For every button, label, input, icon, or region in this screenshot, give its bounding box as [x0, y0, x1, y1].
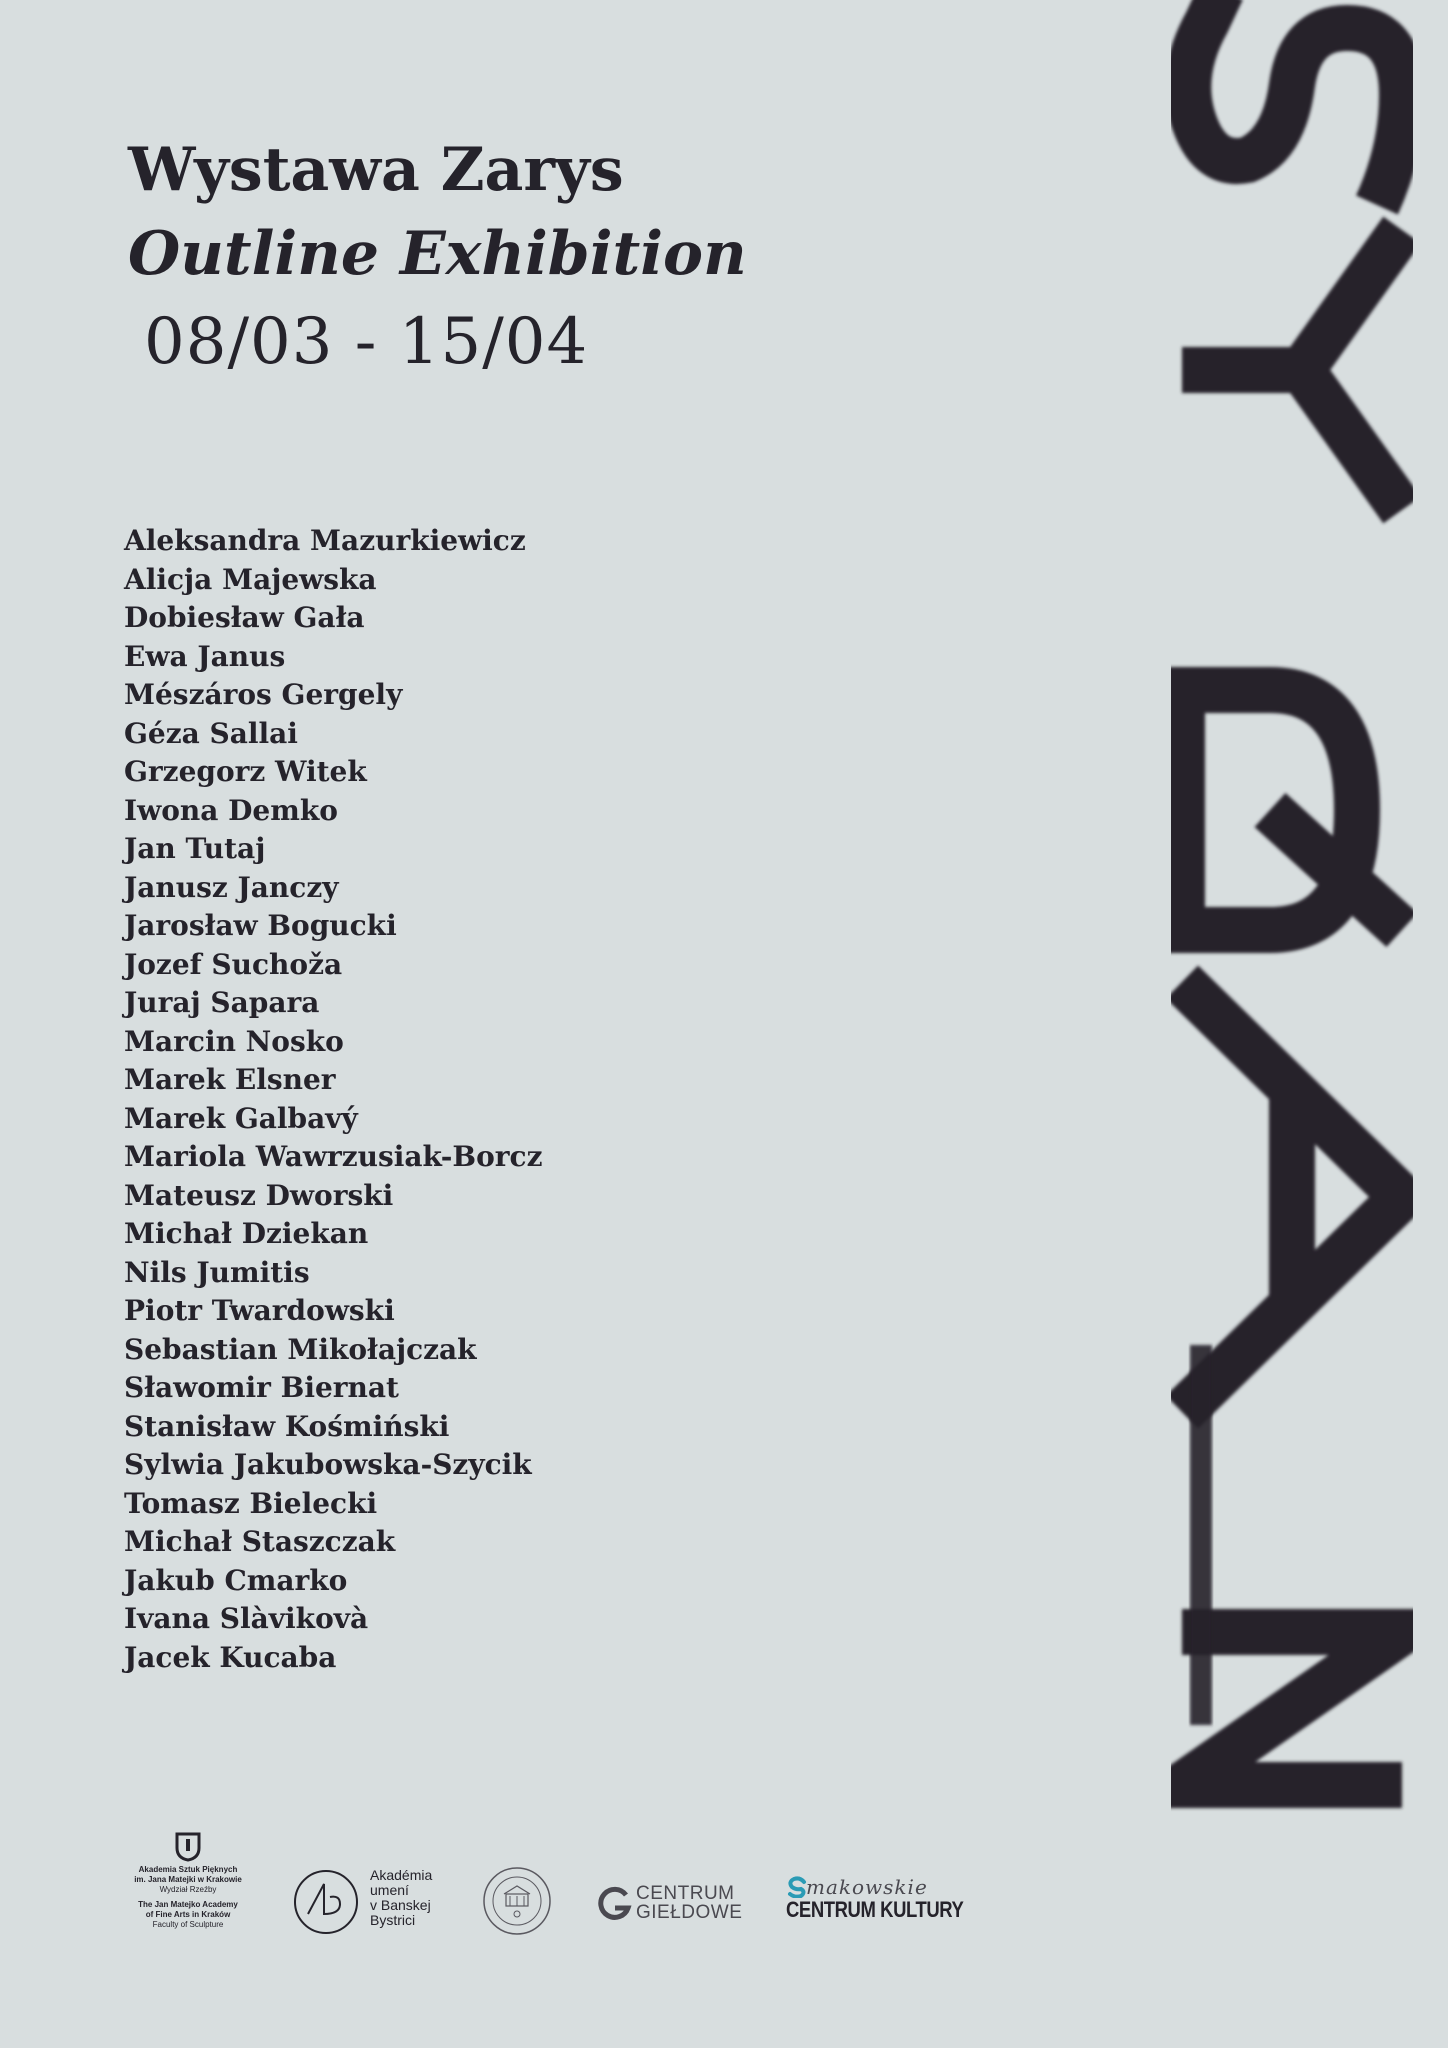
asp-line: Faculty of Sculpture	[152, 1920, 224, 1929]
cg-line: CENTRUM	[636, 1883, 735, 1904]
letter-z-shape	[1182, 1632, 1402, 1785]
artist-name: Jozef Suchoža	[124, 947, 343, 981]
artist-name: Janusz Janczy	[124, 870, 339, 904]
g-letter-icon	[598, 1886, 632, 1922]
exhibition-dates: 08/03 - 15/04	[144, 305, 589, 379]
zarys-lettering	[1152, 0, 1448, 2048]
asp-line: Wydział Rzeźby	[159, 1885, 217, 1894]
artist-name: Juraj Sapara	[124, 986, 320, 1019]
artist-name: Mészáros Gergely	[124, 678, 403, 711]
artist-name: Tomasz Bielecki	[124, 1486, 378, 1520]
ck-script: makowskie	[806, 1875, 928, 1899]
sponsor-logos	[120, 1832, 964, 1982]
artist-name: Nils Jumitis	[124, 1255, 310, 1289]
artist-name: Grzegorz Witek	[124, 755, 367, 788]
au-monogram-icon	[292, 1868, 360, 1936]
artist-name: Sławomir Biernat	[124, 1371, 399, 1404]
seal-icon	[482, 1866, 552, 1936]
artist-name: Piotr Twardowski	[124, 1294, 395, 1327]
swirl-icon	[786, 1876, 808, 1898]
artist-name: Stanisław Kośmiński	[124, 1409, 450, 1443]
aub-line: v Banskej	[370, 1897, 431, 1913]
logo-seal	[482, 1866, 552, 1940]
shield-icon	[174, 1832, 202, 1862]
artist-name: Jakub Cmarko	[124, 1563, 348, 1597]
title-english: Outline Exhibition	[128, 219, 747, 289]
cg-name	[636, 1884, 742, 1922]
artist-name: Jan Tutaj	[124, 832, 266, 865]
artist-name: Mateusz Dworski	[124, 1178, 394, 1212]
artist-name: Mariola Wawrzusiak-Borcz	[124, 1140, 543, 1173]
logo-centrum-gieldowe	[598, 1884, 748, 1924]
artist-name: Michał Dziekan	[124, 1217, 369, 1250]
letter-r-shape	[1182, 690, 1402, 930]
artist-name: Ivana Slàvikovà	[124, 1602, 369, 1635]
headline-block	[128, 128, 747, 388]
letter-y-shape	[1302, 230, 1402, 510]
artist-name: Marcin Nosko	[124, 1024, 344, 1058]
ck-main: CENTRUM KULTURY	[786, 1897, 964, 1922]
artist-name: Sylwia Jakubowska-Szycik	[124, 1448, 532, 1481]
artist-name: Marek Elsner	[124, 1063, 336, 1096]
artist-name: Sebastian Mikołajczak	[124, 1332, 477, 1366]
logo-centrum-kultury	[786, 1875, 964, 1926]
artist-name: Aleksandra Mazurkiewicz	[124, 524, 526, 557]
aub-line: umení	[370, 1882, 409, 1898]
logo-asp-krakow	[120, 1832, 256, 1930]
artist-name: Géza Sallai	[124, 716, 298, 750]
artist-name: Ewa Janus	[124, 639, 286, 673]
artist-name: Jarosław Bogucki	[124, 909, 397, 942]
asp-line: of Fine Arts in Kraków	[145, 1910, 231, 1919]
artist-name: Michał Staszczak	[124, 1525, 396, 1558]
asp-line: The Jan Matejko Academy	[138, 1900, 238, 1909]
logo-akademia-umeni	[292, 1868, 452, 1938]
artist-name: Iwona Demko	[124, 793, 338, 827]
title-polish: Wystawa Zarys	[128, 135, 624, 205]
artist-name: Jacek Kucaba	[124, 1640, 337, 1674]
artist-name: Dobiesław Gała	[124, 601, 365, 634]
artist-name: Alicja Majewska	[124, 562, 377, 596]
artist-name: Marek Galbavý	[124, 1101, 358, 1135]
letter-s-shape	[1188, 0, 1402, 205]
aub-line: Bystrici	[370, 1912, 416, 1928]
artist-list	[124, 522, 542, 1677]
cg-line: GIEŁDOWE	[636, 1902, 743, 1923]
aub-name	[370, 1868, 432, 1928]
asp-line: im. Jana Matejki w Krakowie	[134, 1875, 242, 1884]
asp-line: Akademia Sztuk Pięknych	[138, 1865, 238, 1874]
aub-line: Akadémia	[370, 1867, 433, 1883]
zarys-graphic	[1152, 0, 1448, 2048]
